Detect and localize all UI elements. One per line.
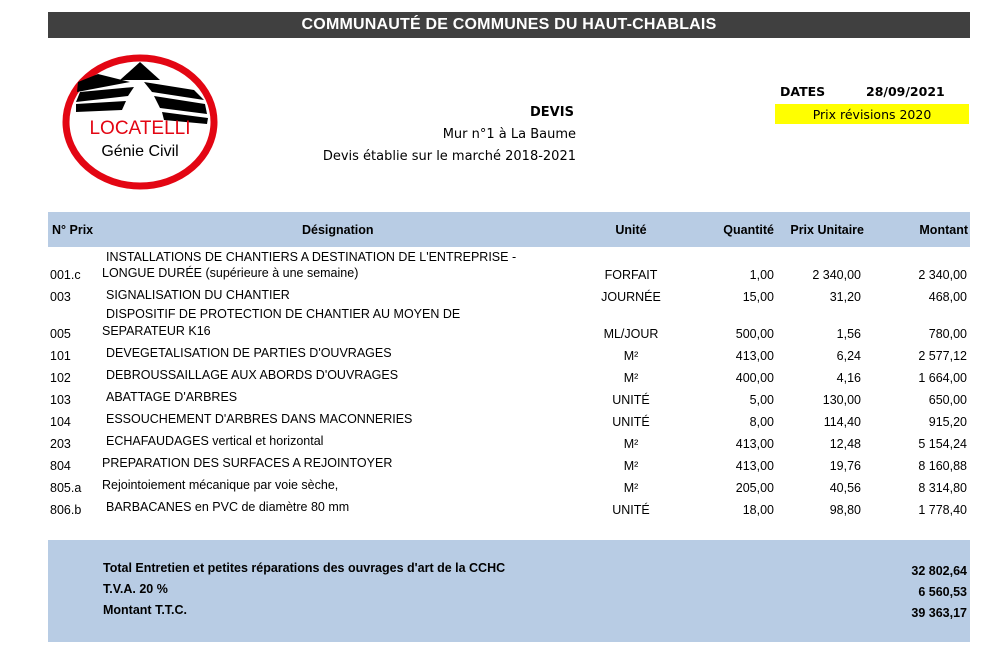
row-unit-price: 19,76 <box>829 459 861 473</box>
row-amount: 780,00 <box>928 327 967 341</box>
header-designation: Désignation <box>302 223 374 237</box>
company-logo <box>60 52 220 192</box>
row-unit-price: 2 340,00 <box>812 268 861 282</box>
tva-value: 6 560,53 <box>918 585 967 599</box>
row-amount: 1 778,40 <box>918 503 967 517</box>
row-designation: ECHAFAUDAGES vertical et horizontal <box>106 434 324 448</box>
price-revision-badge: Prix révisions 2020 <box>775 104 969 124</box>
totals-block <box>48 540 970 642</box>
total-ht-label: Total Entretien et petites réparations des ouvrages d'art de la CCHC <box>103 561 506 575</box>
row-unit-price: 6,24 <box>836 349 861 363</box>
row-amount: 650,00 <box>928 393 967 407</box>
logo-tagline: Génie Civil <box>101 143 179 160</box>
row-designation: PREPARATION DES SURFACES A REJOINTOYER <box>102 456 393 470</box>
row-designation: ABATTAGE D'ARBRES <box>106 390 238 404</box>
row-unit-price: 31,20 <box>829 290 861 304</box>
row-unit-price: 1,56 <box>836 327 861 341</box>
row-quantity: 1,00 <box>749 268 774 282</box>
row-amount: 1 664,00 <box>918 371 967 385</box>
row-unit-price: 114,40 <box>823 415 861 429</box>
row-designation: DISPOSITIF DE PROTECTION DE CHANTIER AU MOYEN DE <box>106 307 461 321</box>
row-code: 203 <box>50 437 71 451</box>
row-quantity: 205,00 <box>735 481 774 495</box>
row-quantity: 500,00 <box>735 327 774 341</box>
row-designation-cont: SEPARATEUR K16 <box>102 324 211 338</box>
row-unit: M² <box>623 459 639 473</box>
row-designation: INSTALLATIONS DE CHANTIERS A DESTINATION DE L'ENTREPRISE - <box>106 250 517 264</box>
row-designation: BARBACANES en PVC de diamètre 80 mm <box>106 500 350 514</box>
devis-title: DEVIS <box>530 105 574 120</box>
row-code: 806.b <box>50 503 82 517</box>
header-unit: Unité <box>615 223 647 237</box>
row-quantity: 15,00 <box>742 290 774 304</box>
row-quantity: 413,00 <box>735 459 774 473</box>
row-amount: 8 314,80 <box>918 481 967 495</box>
header-quantity: Quantité <box>723 223 774 237</box>
row-designation: DEVEGETALISATION DE PARTIES D'OUVRAGES <box>106 346 392 360</box>
row-code: 804 <box>50 459 71 473</box>
table-header <box>48 212 970 247</box>
row-amount: 2 577,12 <box>918 349 967 363</box>
row-amount: 2 340,00 <box>918 268 967 282</box>
row-designation: ESSOUCHEMENT D'ARBRES DANS MACONNERIES <box>106 412 413 426</box>
devis-market: Devis établie sur le marché 2018-2021 <box>322 149 576 164</box>
row-code: 001.c <box>50 268 81 282</box>
row-code: 103 <box>50 393 71 407</box>
row-unit-price: 40,56 <box>829 481 861 495</box>
row-unit-price: 98,80 <box>829 503 861 517</box>
total-ttc-value: 39 363,17 <box>911 606 967 620</box>
row-unit: M² <box>623 371 639 385</box>
row-unit: UNITÉ <box>612 503 650 517</box>
row-amount: 915,20 <box>928 415 967 429</box>
row-code: 104 <box>50 415 71 429</box>
row-designation: Rejointoiement mécanique par voie sèche, <box>102 478 339 492</box>
row-unit: UNITÉ <box>612 415 650 429</box>
row-unit: M² <box>623 437 639 451</box>
row-unit: UNITÉ <box>612 393 650 407</box>
header-code: N° Prix <box>52 223 94 237</box>
devis-subtitle: Mur n°1 à La Baume <box>442 127 576 142</box>
row-amount: 468,00 <box>928 290 967 304</box>
row-quantity: 400,00 <box>735 371 774 385</box>
total-ht-value: 32 802,64 <box>911 564 967 578</box>
row-unit-price: 4,16 <box>836 371 861 385</box>
row-quantity: 5,00 <box>749 393 774 407</box>
row-designation-cont: LONGUE DURÉE (supérieure à une semaine) <box>102 266 359 280</box>
row-unit-price: 12,48 <box>829 437 861 451</box>
row-unit: M² <box>623 349 639 363</box>
row-code: 102 <box>50 371 71 385</box>
row-unit: M² <box>623 481 639 495</box>
tva-label: T.V.A. 20 % <box>103 582 168 596</box>
total-ttc-label: Montant T.T.C. <box>103 603 188 617</box>
row-unit: FORFAIT <box>604 268 658 282</box>
row-amount: 5 154,24 <box>918 437 967 451</box>
row-quantity: 18,00 <box>742 503 774 517</box>
row-designation: DEBROUSSAILLAGE AUX ABORDS D'OUVRAGES <box>106 368 399 382</box>
document-banner: COMMUNAUTÉ DE COMMUNES DU HAUT-CHABLAIS <box>48 12 970 38</box>
row-unit-price: 130,00 <box>822 393 861 407</box>
row-code: 805.a <box>50 481 82 495</box>
row-quantity: 413,00 <box>735 437 774 451</box>
dates-label: DATES <box>780 84 826 99</box>
logo-name: LOCATELLI <box>89 118 191 139</box>
row-designation: SIGNALISATION DU CHANTIER <box>106 288 290 302</box>
header-amount: Montant <box>919 223 968 237</box>
dates-value: 28/09/2021 <box>866 84 945 99</box>
row-quantity: 413,00 <box>735 349 774 363</box>
row-unit: JOURNÉE <box>601 290 661 304</box>
row-unit: ML/JOUR <box>603 327 659 341</box>
row-amount: 8 160,88 <box>918 459 967 473</box>
row-quantity: 8,00 <box>749 415 774 429</box>
row-code: 003 <box>50 290 71 304</box>
header-unit-price: Prix Unitaire <box>790 223 864 237</box>
row-code: 101 <box>50 349 71 363</box>
row-code: 005 <box>50 327 71 341</box>
